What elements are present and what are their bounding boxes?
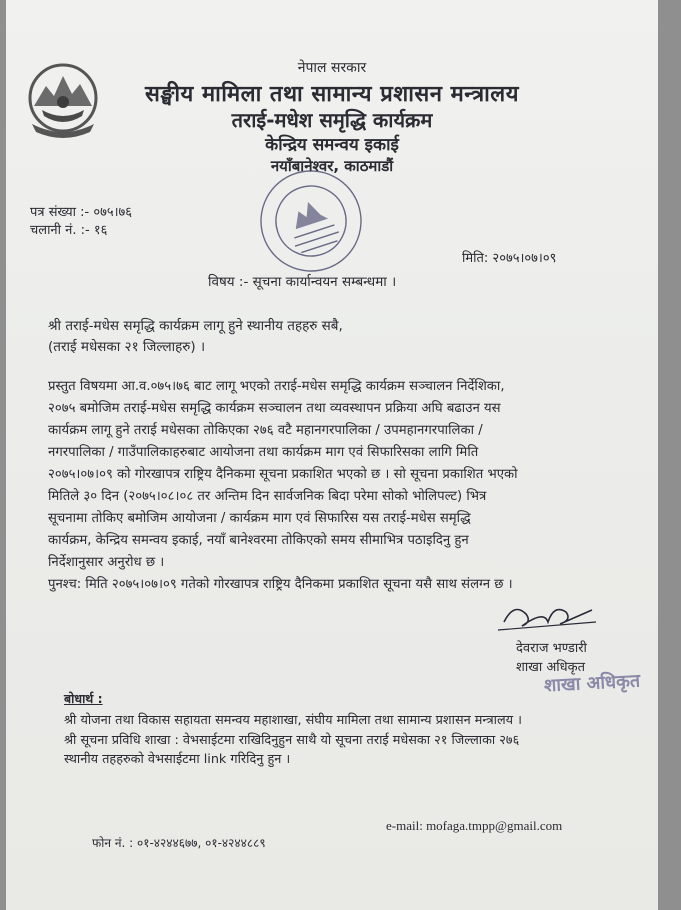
body-line: कार्यक्रम, केन्द्रिय समन्वय इकाई, नयाँ बानेश्वरमा तोकिएको समय सीमाभित्र पठाइदिनु हुन [48,533,469,548]
letterhead-unit: केन्द्रिय समन्वय इकाई [265,135,399,155]
letter-number: पत्र संख्या :- ०७५।७६ [30,205,133,220]
cc-line: स्थानीय तहहरुको वेभसाईटमा link गरिदिनु हुन । [64,752,291,767]
designation-seal: शाखा अधिकृत [543,670,641,697]
cc-line: श्री योजना तथा विकास सहायता समन्वय महाशाखा, संघीय मामिला तथा सामान्य प्रशासन मन्त्रालय । [64,713,522,728]
body-line: निर्देशानुसार अनुरोध छ । [48,555,165,570]
body-line: नगरपालिका / गाउँपालिकाहरुबाट आयोजना तथा कार्यक्रम माग एवं सिफारिसका लागि मिति [48,445,479,460]
letter-page [6,0,658,910]
footer-email: e-mail: mofaga.tmpp@gmail.com [386,818,563,833]
postscript: पुनश्च: मिति २०७५।०७।०९ गतेको गोरखापत्र राष्ट्रिय दैनिकमा प्रकाशित सूचना यसै साथ संलग्न छ । [48,577,513,592]
footer-phone: फोन नं. : ०१-४२४४६७७, ०१-४२४४८८९ [92,836,266,850]
signatory-name: देवराज भण्डारी [516,641,587,656]
addressee-line-1: श्री तराई-मधेस समृद्धि कार्यक्रम लागू हुने स्थानीय तहहरु सबै, [48,318,343,334]
dispatch-number: चलानी नं. :- १६ [30,223,108,238]
cc-line: श्री सूचना प्रविधि शाखा : वेभसाईटमा राखिदिनुहुन साथै यो सूचना तराई मधेसका २१ जिल्लाका २७६ [64,733,520,748]
letterhead-program: तराई-मधेश समृद्धि कार्यक्रम [231,108,433,132]
letter-subject: विषय :- सूचना कार्यान्वयन सम्बन्धमा । [208,274,397,290]
signature-icon [484,592,604,636]
body-line: २०७५।०७।०९ को गोरखापत्र राष्ट्रिय दैनिकमा सूचना प्रकाशित भएको छ । सो सूचना प्रकाशित भएको [48,467,518,482]
letterhead-government: नेपाल सरकार [297,60,367,76]
office-stamp-icon [252,162,370,280]
signatory-title: शाखा अधिकृत [516,660,586,675]
body-line: सूचनामा तोकिए बमोजिम आयोजना / कार्यक्रम माग एवं सिफारिस यस तराई-मधेस समृद्धि [48,511,471,526]
cc-heading: बोधार्थ : [64,691,103,706]
letterhead-location: नयाँबानेश्वर, काठमाडौं [270,157,394,175]
addressee-line-2: (तराई मधेसका २१ जिल्लाहरु) । [48,339,206,355]
letterhead-ministry: सङ्घीय मामिला तथा सामान्य प्रशासन मन्त्रालय [145,82,519,107]
body-line: कार्यक्रम लागू हुने तराई मधेसका तोकिएका २७६ वटै महानगरपालिका / उपमहानगरपालिका / [48,423,483,438]
body-line: प्रस्तुत विषयमा आ.व.०७५।७६ बाट लागू भएको तराई-मधेस समृद्धि कार्यक्रम सञ्चालन निर्देशिका, [48,379,505,394]
body-line: २०७५ बमोजिम तराई-मधेस समृद्धि कार्यक्रम सञ्चालन तथा व्यवस्थापन प्रक्रिया अघि बढाउन यस [48,401,501,416]
body-line: मितिले ३० दिन (२०७५।०८।०८ तर अन्तिम दिन सार्वजनिक बिदा परेमा सोको भोलिपल्ट) भित्र [48,489,487,504]
letter-date: मिति: २०७५।०७।०९ [462,251,557,266]
